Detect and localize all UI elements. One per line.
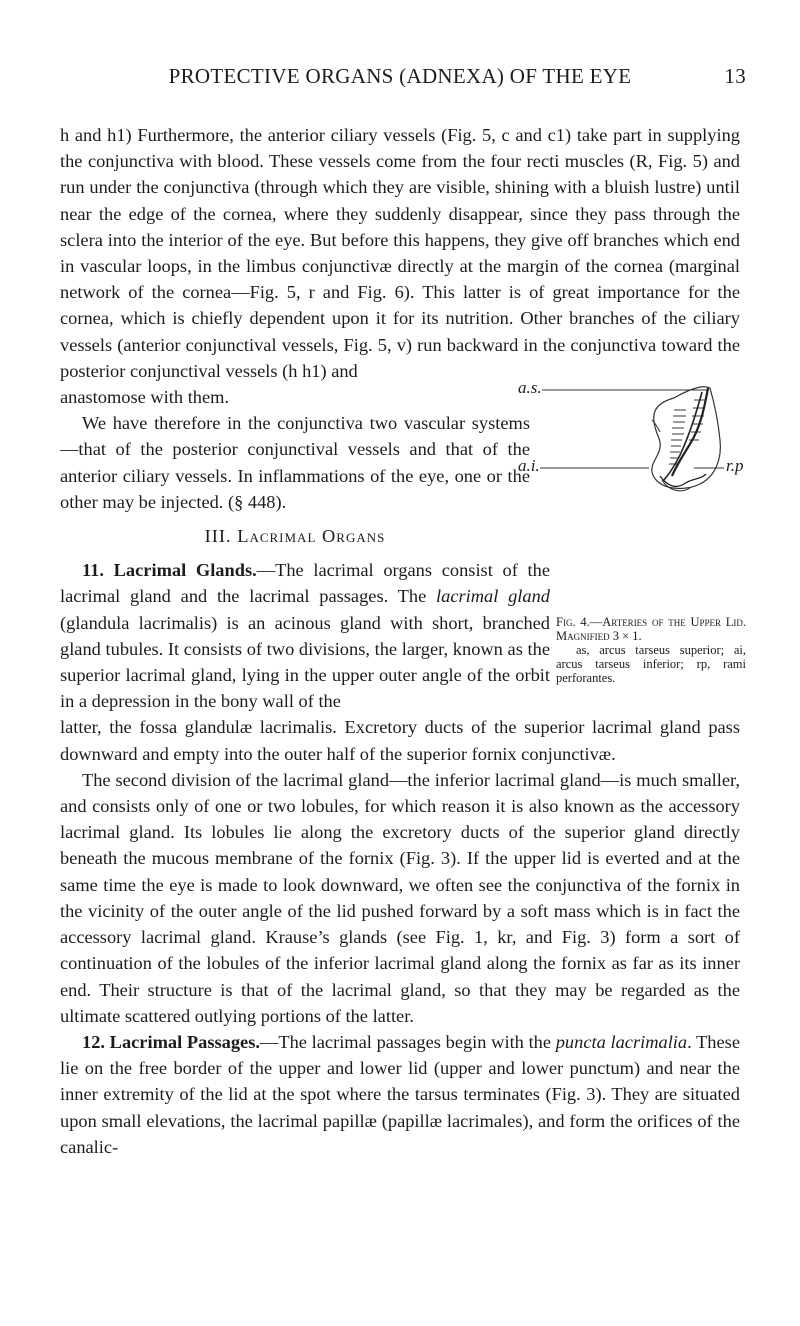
figure-illustration xyxy=(524,380,748,630)
arcus-inferior xyxy=(664,392,702,480)
emphasis-puncta-lacrimalia: puncta lacrimalia xyxy=(555,1031,688,1052)
paragraph-number-11: 11. Lacrimal Glands. xyxy=(82,560,257,581)
running-head xyxy=(0,64,800,94)
running-title: PROTECTIVE ORGANS (ADNEXA) OF THE EYE xyxy=(168,64,632,88)
paragraph-lacrimal-glands-text-b: (glandula lacrimalis) is an acinous gland with short, branched gland tubules. It consists of two divisions, the larger, known as the superior lacrimal gland, lying in the upper outer angle of the orbit in a depression in the bony wall of the xyxy=(60,612,550,712)
figure-caption xyxy=(556,615,746,685)
paragraph-lacrimal-passages-text-a: —The lacrimal passages begin with the xyxy=(259,1031,556,1052)
figure-caption-key: as, arcus tarseus superior; ai, arcus tarseus inferior; rp, rami perforantes. xyxy=(556,643,746,685)
paragraph-lacrimal-glands-cont: latter, the fossa glandulæ lacrimalis. Excretory ducts of the superior lacrimal gland pass downward and empty into the outer half of the superior fornix conjunctivæ. xyxy=(60,717,740,764)
emphasis-lacrimal-gland: lacrimal gland xyxy=(436,586,551,607)
paragraph-number-12: 12. Lacrimal Passages. xyxy=(82,1031,260,1052)
vessel-hatching xyxy=(669,400,706,464)
paragraph-lacrimal-passages xyxy=(60,1029,740,1160)
figure-caption-title: Fig. 4.—Arteries of the Upper Lid. Magnified 3 × 1. xyxy=(556,615,746,643)
lid-outline xyxy=(652,387,721,489)
paragraph-vessels-end: anastomose with them. xyxy=(60,387,230,408)
figure-arteries-upper-lid xyxy=(518,378,748,630)
paragraph-lacrimal-glands-text-a: —The lacrimal organs consist of the lacrimal gland and the lacrimal passages. The xyxy=(60,560,550,607)
page-number: 13 xyxy=(724,64,746,88)
figure-label-rp: r.p xyxy=(726,456,744,475)
paragraph-vascular-systems: We have therefore in the conjunctiva two vascular systems—that of the posterior conjunctival vessels and that of the anterior ciliary vessels. In inflammations of the eye, one or the other may be injected. (§ 448). xyxy=(60,413,530,512)
vessel-loop xyxy=(662,480,690,491)
figure-label-ai: a.i. xyxy=(518,456,540,475)
paragraph-lacrimal-glands xyxy=(60,557,550,714)
section-heading: III. Lacrimal Organs xyxy=(204,526,386,547)
paragraph-vessels: h and h1) Furthermore, the anterior ciliary vessels (Fig. 5, c and c1) take part in supplying the conjunctiva with blood. These vessels come from the four recti muscles (R, Fig. 5) and run under the conjunctiva (through which they are visible, shining with a bluish lustre) until near the edge of the cornea, where they suddenly disappear, since they pass through the sclera into the interior of the eye. But before this happens, they give off branches which end in vascular loops, in the limbus conjunctivæ directly at the margin of the cornea (marginal network of the cornea—Fig. 5, r and Fig. 6). This latter is of great importance for the cornea, which is chiefly dependent upon it for its nutrition. Other branches of the ciliary vessels (anterior conjunctival vessels, Fig. 5, v) run backward in the conjunctiva toward the posterior conjunctival vessels (h h1) and xyxy=(60,125,740,381)
paragraph-inferior-gland: The second division of the lacrimal gland—the inferior lacrimal gland—is much smaller, and consists only of one or two lobules, for which reason it is also known as the accessory lacrimal gland. Its lobules lie along the excretory ducts of the superior gland directly beneath the mucous membrane of the fornix (Fig. 3). If the upper lid is everted and at the same time the eye is made to look downward, we often see the conjunctiva of the fornix in the vicinity of the outer angle of the lid pushed forward by a soft mass which is in fact the accessory lacrimal gland. Krause’s glands (see Fig. 1, kr, and Fig. 3) form a sort of continuation of the lobules of the inferior lacrimal gland along the fornix as far as its inner end. Their structure is that of the lacrimal gland, so that they may be regarded as the ultimate scattered outlying portions of the latter. xyxy=(60,769,740,1026)
paragraph-lacrimal-passages-text-b: . These lie on the free border of the upper and lower lid (upper and lower punctum) and near the inner extremity of the lid at the spot where the tarsus terminates (Fig. 3). They are situated upon small elevations, the lacrimal papillæ (papillæ lacrimales), and form the orifices of the canalic- xyxy=(60,1031,740,1157)
figure-label-as: a.s. xyxy=(518,378,542,397)
